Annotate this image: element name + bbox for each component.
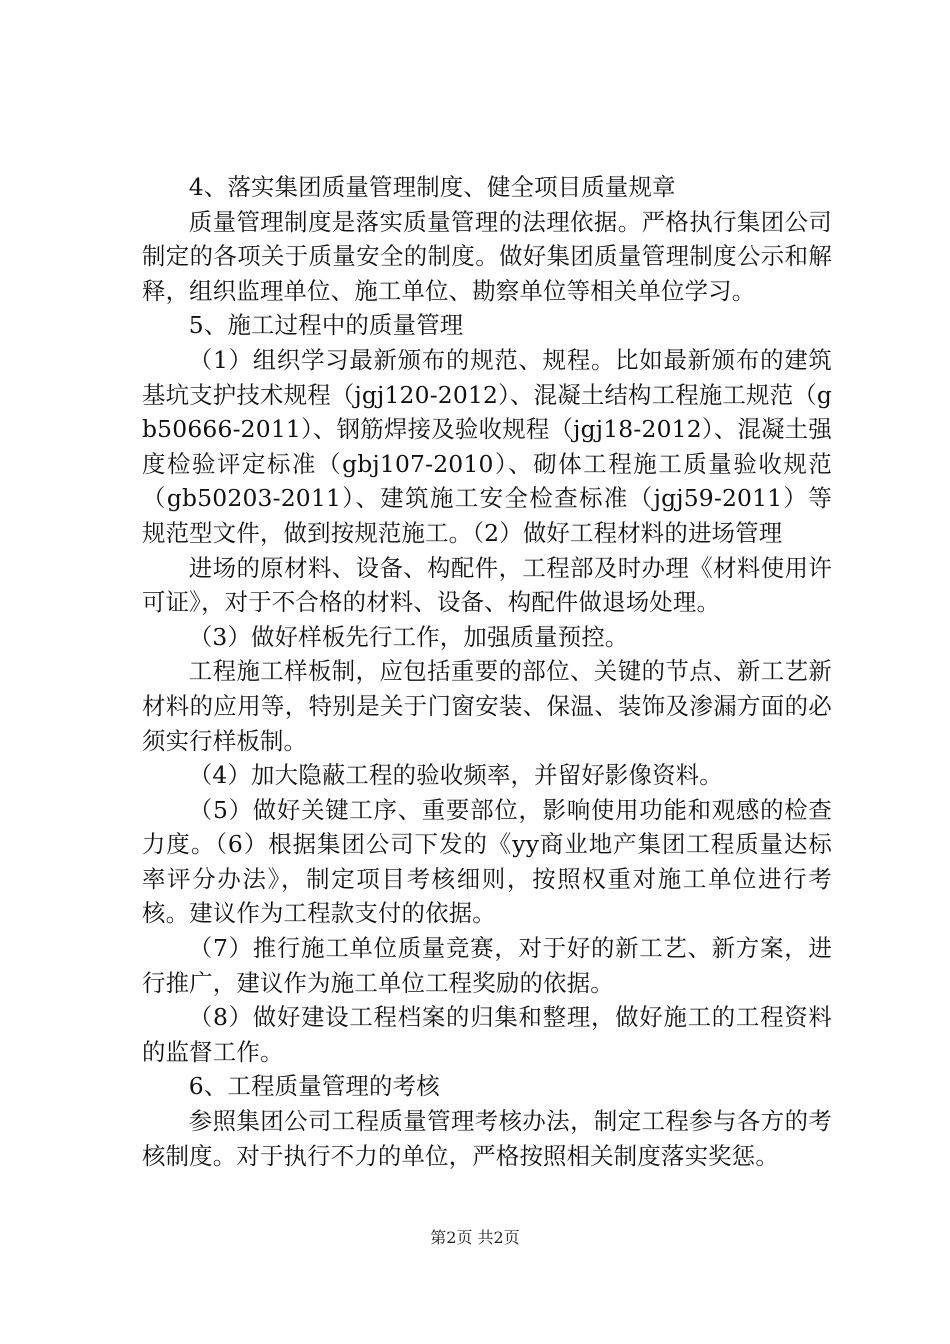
paragraph: 质量管理制度是落实质量管理的法理依据。严格执行集团公司制定的各项关于质量安全的制度。做好集团质量管理制度公示和解释，组织监理单位、施工单位、勘察单位等相关单位学习。 xyxy=(142,207,832,305)
paragraph: （3）做好样板先行工作，加强质量预控。 xyxy=(188,622,629,651)
paragraph: （8）做好建设工程档案的归集和整理，做好施工的工程资料的监督工作。 xyxy=(142,1003,832,1066)
paragraph: 参照集团公司工程质量管理考核办法，制定工程参与各方的考核制度。对于执行不力的单位，严格按照相关制度落实奖惩。 xyxy=(142,1107,832,1170)
paragraph: （7）推行施工单位质量竞赛，对于好的新工艺、新方案，进行推广，建议作为施工单位工程奖励的依据。 xyxy=(142,934,832,997)
paragraph: （4）加大隐蔽工程的验收频率，并留好影像资料。 xyxy=(188,761,723,790)
paragraph: 4、落实集团质量管理制度、健全项目质量规章 xyxy=(188,173,676,201)
document-body xyxy=(142,170,832,1173)
paragraph: 6、工程质量管理的考核 xyxy=(188,1072,440,1101)
paragraph: （1）组织学习最新颁布的规范、规程。比如最新颁布的建筑基坑支护技术规程（jgj120-2012）、混凝土结构工程施工规范（gb50666-2011）、钢筋焊接及验收规程（jgj18-2012）、混凝土强度检验评定标准（gbj107-2010）、砌体工程施工质量验收规范（gb50203-2011）、建筑施工安全检查标准（jgj59-2011）等规范型文件，做到按规范施工。（2）做好工程材料的进场管理 xyxy=(142,345,832,547)
paragraph: 工程施工样板制，应包括重要的部位、关键的节点、新工艺新材料的应用等，特别是关于门窗安装、保温、装饰及渗漏方面的必须实行样板制。 xyxy=(142,657,832,755)
paragraph: 5、施工过程中的质量管理 xyxy=(188,311,464,340)
paragraph: （5）做好关键工序、重要部位，影响使用功能和观感的检查力度。（6）根据集团公司下发的《yy商业地产集团工程质量达标率评分办法》，制定项目考核细则，按照权重对施工单位进行考核。建议作为工程款支付的依据。 xyxy=(142,795,832,928)
page-number-footer: 第2页 共2页 xyxy=(430,1228,520,1247)
paragraph: 进场的原材料、设备、构配件，工程部及时办理《材料使用许可证》，对于不合格的材料、设备、构配件做退场处理。 xyxy=(142,553,832,617)
